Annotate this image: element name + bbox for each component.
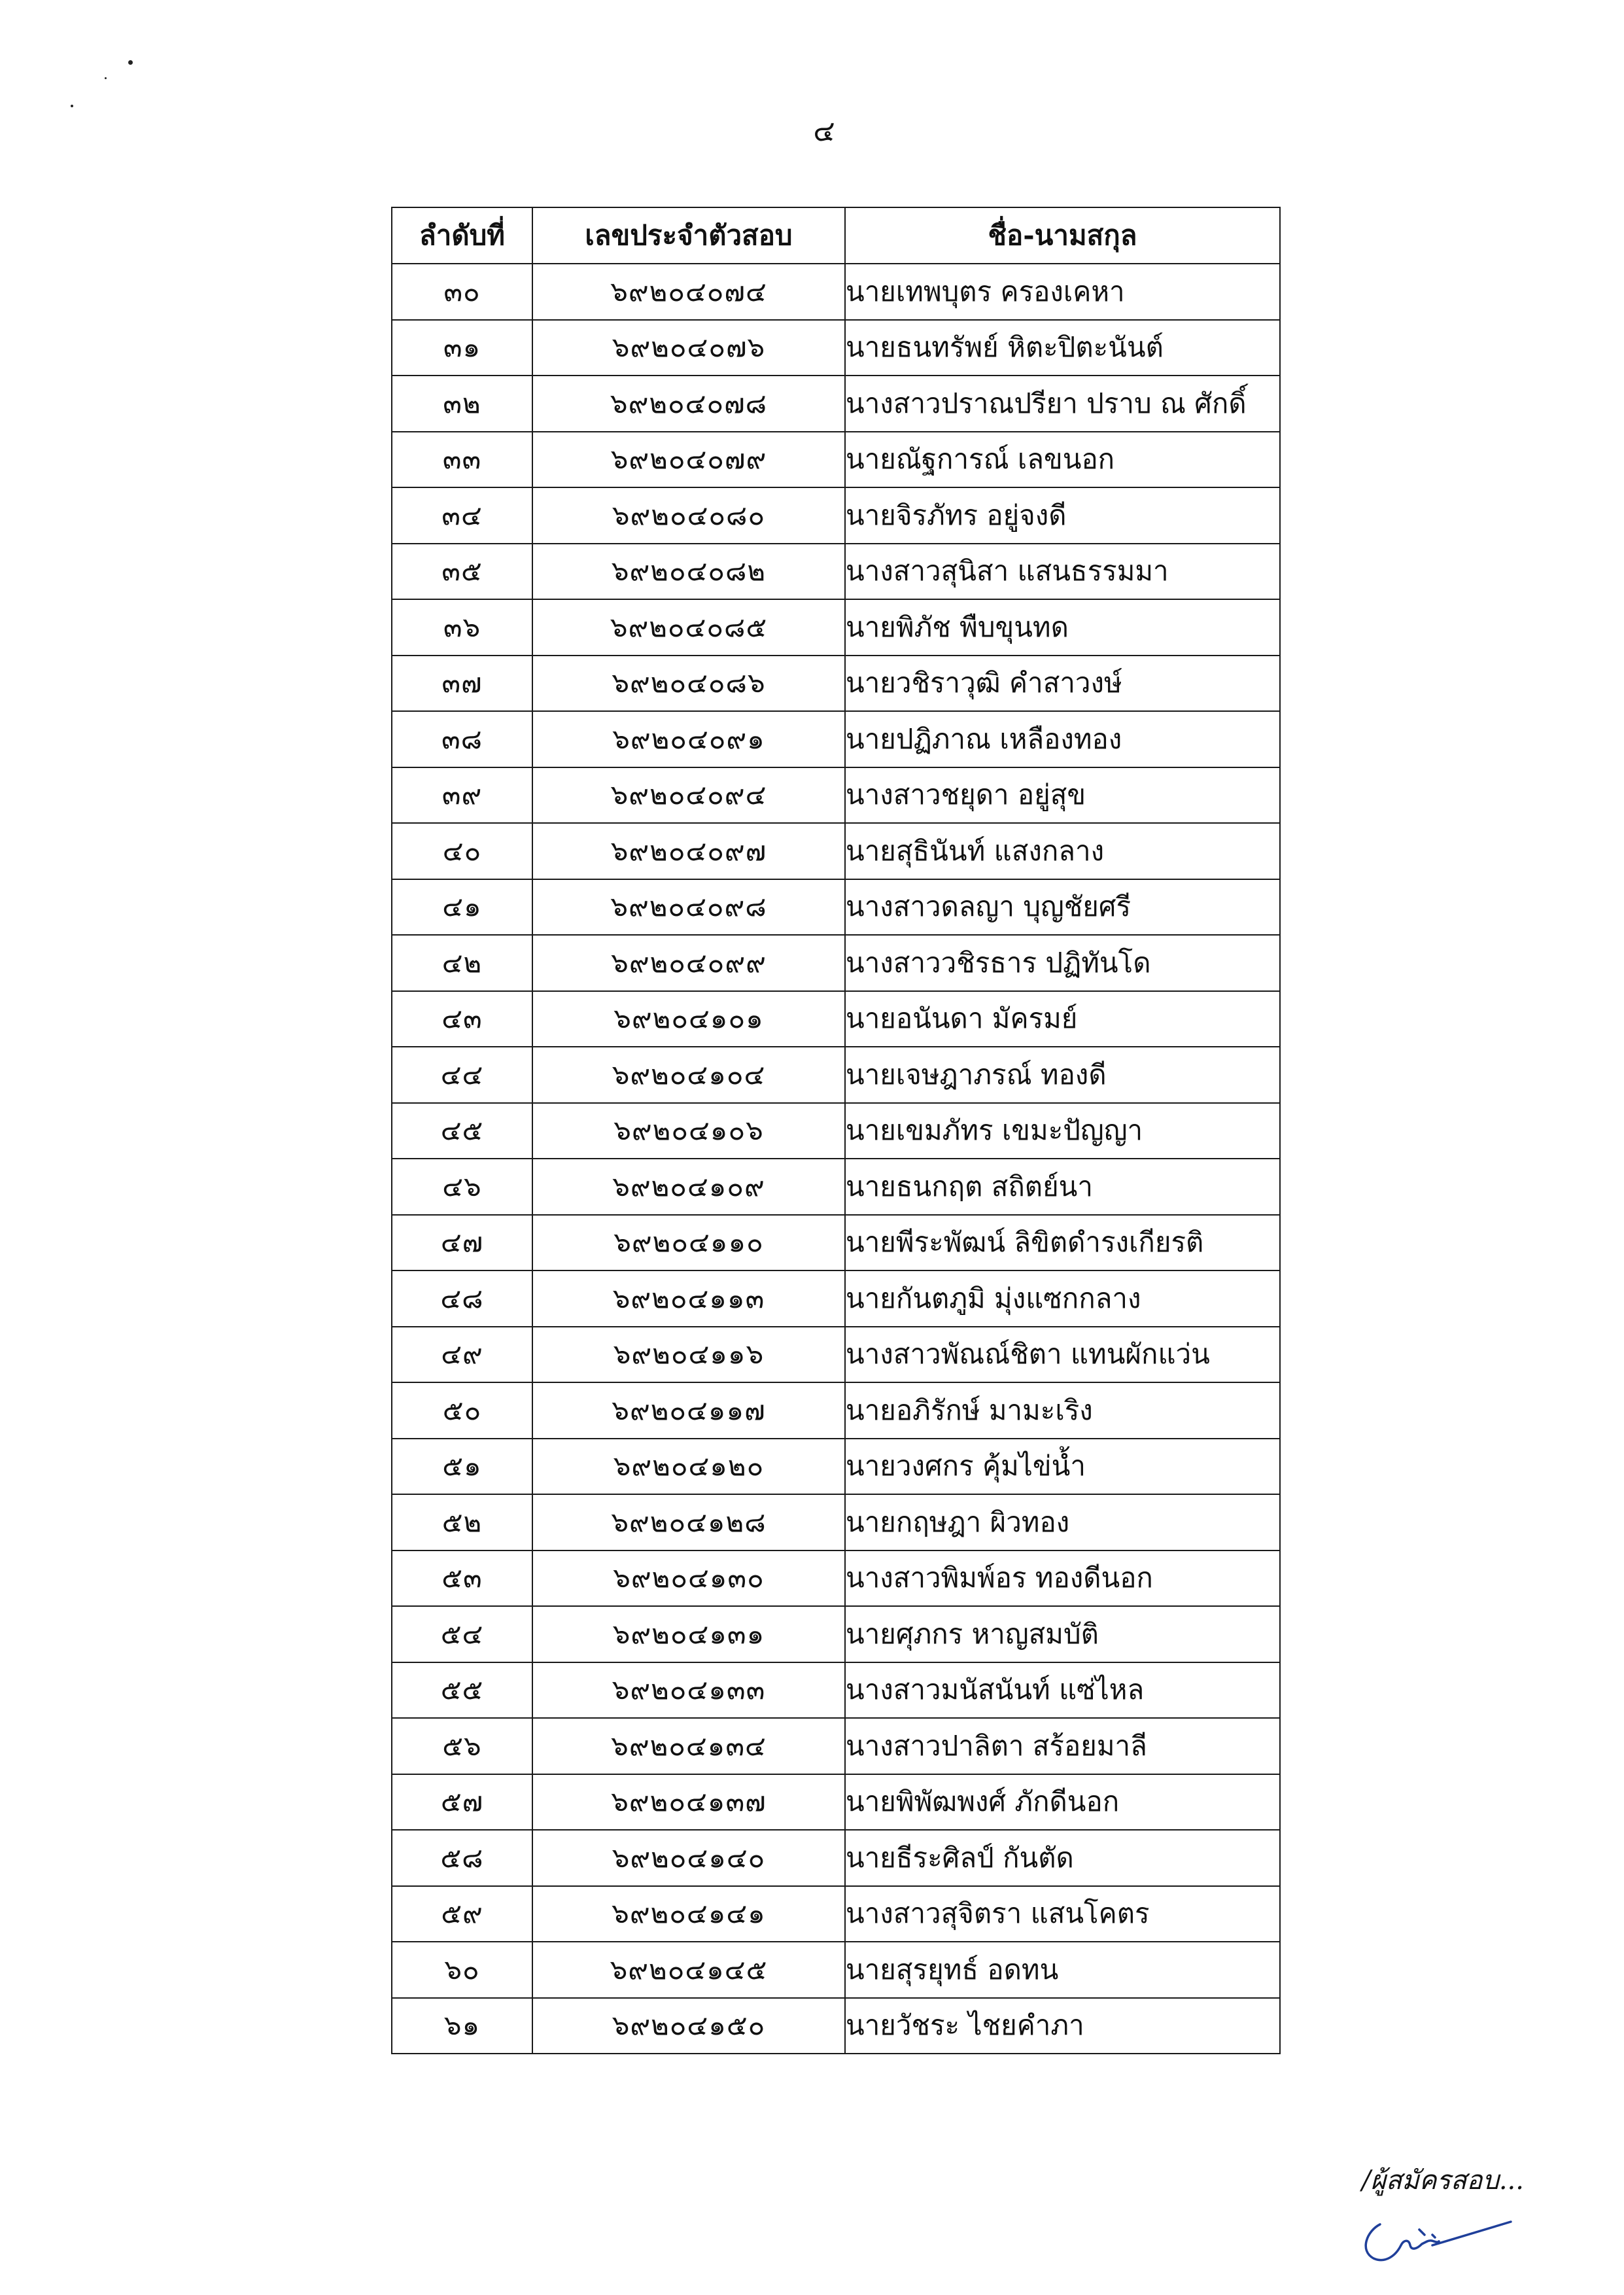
sequence-cell: ๕๘ xyxy=(392,1830,532,1886)
header-full-name: ชื่อ-นามสกุล xyxy=(845,207,1280,264)
exam-id-cell: ๖๙๒๐๔๐๘๒ xyxy=(532,544,845,600)
sequence-cell: ๔๘ xyxy=(392,1270,532,1327)
name-cell: นายธีระศิลป์ กันตัด xyxy=(845,1830,1280,1886)
name-cell: นายเจษฎาภรณ์ ทองดี xyxy=(845,1047,1280,1103)
name-cell: นายเขมภัทร เขมะปัญญา xyxy=(845,1103,1280,1159)
name-cell: นายพีระพัฒน์ ลิขิตดำรงเกียรติ xyxy=(845,1215,1280,1271)
exam-id-cell: ๖๙๒๐๔๐๘๕ xyxy=(532,599,845,656)
name-cell: นายธนกฤต สถิตย์นา xyxy=(845,1159,1280,1215)
table-row xyxy=(392,823,1280,879)
exam-id-cell: ๖๙๒๐๔๑๑๖ xyxy=(532,1327,845,1383)
name-cell: นายณัฐการณ์ เลขนอก xyxy=(845,432,1280,488)
name-cell: นางสาวพัณณ์ชิตา แทนผักแว่น xyxy=(845,1327,1280,1383)
table-row xyxy=(392,1942,1280,1998)
sequence-cell: ๓๓ xyxy=(392,432,532,488)
table-row xyxy=(392,544,1280,600)
name-cell: นายอนันดา มัครมย์ xyxy=(845,991,1280,1047)
table-row xyxy=(392,1047,1280,1103)
sequence-cell: ๕๓ xyxy=(392,1550,532,1607)
table-row xyxy=(392,1718,1280,1774)
exam-id-cell: ๖๙๒๐๔๐๗๔ xyxy=(532,264,845,320)
table-row xyxy=(392,1103,1280,1159)
exam-id-cell: ๖๙๒๐๔๑๑๐ xyxy=(532,1215,845,1271)
name-cell: นายเทพบุตร ครองเคหา xyxy=(845,264,1280,320)
sequence-cell: ๔๐ xyxy=(392,823,532,879)
continuation-note: /ผู้สมัครสอบ... xyxy=(1362,2165,1524,2196)
table-row xyxy=(392,1886,1280,1942)
table-row xyxy=(392,599,1280,656)
table-row xyxy=(392,1606,1280,1662)
exam-id-cell: ๖๙๒๐๔๐๙๗ xyxy=(532,823,845,879)
candidate-table xyxy=(391,207,1281,2054)
sequence-cell: ๓๕ xyxy=(392,544,532,600)
name-cell: นายพิภัช พืบขุนทด xyxy=(845,599,1280,656)
exam-id-cell: ๖๙๒๐๔๑๑๓ xyxy=(532,1270,845,1327)
header-exam-id: เลขประจำตัวสอบ xyxy=(532,207,845,264)
sequence-cell: ๕๕ xyxy=(392,1662,532,1719)
exam-id-cell: ๖๙๒๐๔๑๓๗ xyxy=(532,1774,845,1831)
table-row xyxy=(392,1830,1280,1886)
exam-id-cell: ๖๙๒๐๔๑๔๐ xyxy=(532,1830,845,1886)
table-row xyxy=(392,264,1280,320)
name-cell: นางสาวสุนิสา แสนธรรมมา xyxy=(845,544,1280,600)
exam-id-cell: ๖๙๒๐๔๐๗๙ xyxy=(532,432,845,488)
sequence-cell: ๓๑ xyxy=(392,320,532,376)
table-row xyxy=(392,376,1280,432)
table-row xyxy=(392,487,1280,544)
table-row xyxy=(392,320,1280,376)
exam-id-cell: ๖๙๒๐๔๑๐๑ xyxy=(532,991,845,1047)
sequence-cell: ๓๒ xyxy=(392,376,532,432)
exam-id-cell: ๖๙๒๐๔๐๗๖ xyxy=(532,320,845,376)
exam-id-cell: ๖๙๒๐๔๑๑๗ xyxy=(532,1382,845,1439)
name-cell: นายปฏิภาณ เหลืองทอง xyxy=(845,711,1280,767)
table-row xyxy=(392,1550,1280,1607)
sequence-cell: ๓๖ xyxy=(392,599,532,656)
exam-id-cell: ๖๙๒๐๔๑๒๐ xyxy=(532,1439,845,1495)
sequence-cell: ๔๕ xyxy=(392,1103,532,1159)
table-row xyxy=(392,767,1280,824)
exam-id-cell: ๖๙๒๐๔๐๙๙ xyxy=(532,935,845,991)
name-cell: นายพิพัฒพงศ์ ภักดีนอก xyxy=(845,1774,1280,1831)
sequence-cell: ๓๘ xyxy=(392,711,532,767)
exam-id-cell: ๖๙๒๐๔๐๗๘ xyxy=(532,376,845,432)
table-row xyxy=(392,1494,1280,1550)
sequence-cell: ๓๐ xyxy=(392,264,532,320)
table-row xyxy=(392,711,1280,767)
name-cell: นางสาววชิรธาร ปฏิทันโด xyxy=(845,935,1280,991)
exam-id-cell: ๖๙๒๐๔๑๓๓ xyxy=(532,1662,845,1719)
table-row xyxy=(392,935,1280,991)
table-row xyxy=(392,991,1280,1047)
signature xyxy=(1354,2198,1517,2270)
name-cell: นายกฤษฎา ผิวทอง xyxy=(845,1494,1280,1550)
exam-id-cell: ๖๙๒๐๔๑๔๑ xyxy=(532,1886,845,1942)
name-cell: นางสาวสุจิตรา แสนโคตร xyxy=(845,1886,1280,1942)
table-header-row xyxy=(392,207,1280,264)
exam-id-cell: ๖๙๒๐๔๑๐๔ xyxy=(532,1047,845,1103)
sequence-cell: ๕๔ xyxy=(392,1606,532,1662)
table-row xyxy=(392,1270,1280,1327)
name-cell: นายศุภกร หาญสมบัติ xyxy=(845,1606,1280,1662)
name-cell: นางสาวปาลิตา สร้อยมาลี xyxy=(845,1718,1280,1774)
exam-id-cell: ๖๙๒๐๔๑๓๑ xyxy=(532,1606,845,1662)
table-row xyxy=(392,879,1280,936)
name-cell: นายสุธินันท์ แสงกลาง xyxy=(845,823,1280,879)
sequence-cell: ๓๗ xyxy=(392,656,532,712)
name-cell: นายจิรภัทร อยู่จงดี xyxy=(845,487,1280,544)
exam-id-cell: ๖๙๒๐๔๐๘๖ xyxy=(532,656,845,712)
table-row xyxy=(392,1382,1280,1439)
table-row xyxy=(392,432,1280,488)
sequence-cell: ๖๑ xyxy=(392,1998,532,2054)
sequence-cell: ๔๖ xyxy=(392,1159,532,1215)
sequence-cell: ๕๑ xyxy=(392,1439,532,1495)
sequence-cell: ๔๒ xyxy=(392,935,532,991)
table-row xyxy=(392,1327,1280,1383)
name-cell: นายอภิรักษ์ มามะเริง xyxy=(845,1382,1280,1439)
name-cell: นายวงศกร คุ้มไข่น้ำ xyxy=(845,1439,1280,1495)
exam-id-cell: ๖๙๒๐๔๑๕๐ xyxy=(532,1998,845,2054)
sequence-cell: ๔๔ xyxy=(392,1047,532,1103)
exam-id-cell: ๖๙๒๐๔๐๘๐ xyxy=(532,487,845,544)
exam-id-cell: ๖๙๒๐๔๑๓๔ xyxy=(532,1718,845,1774)
page-number: ๔ xyxy=(813,114,835,148)
exam-id-cell: ๖๙๒๐๔๑๐๖ xyxy=(532,1103,845,1159)
sequence-cell: ๔๗ xyxy=(392,1215,532,1271)
exam-id-cell: ๖๙๒๐๔๐๙๑ xyxy=(532,711,845,767)
sequence-cell: ๕๙ xyxy=(392,1886,532,1942)
name-cell: นางสาวพิมพ์อร ทองดีนอก xyxy=(845,1550,1280,1607)
name-cell: นายวัชระ ไชยคำภา xyxy=(845,1998,1280,2054)
scan-speck xyxy=(105,77,107,79)
table-row xyxy=(392,1774,1280,1831)
name-cell: นายวชิราวุฒิ คำสาวงษ์ xyxy=(845,656,1280,712)
sequence-cell: ๕๖ xyxy=(392,1718,532,1774)
name-cell: นายกันตภูมิ มุ่งแซกกลาง xyxy=(845,1270,1280,1327)
name-cell: นางสาวมนัสนันท์ แซ่ไหล xyxy=(845,1662,1280,1719)
exam-id-cell: ๖๙๒๐๔๐๙๘ xyxy=(532,879,845,936)
name-cell: นายธนทรัพย์ หิตะปิตะนันต์ xyxy=(845,320,1280,376)
header-sequence: ลำดับที่ xyxy=(392,207,532,264)
sequence-cell: ๔๙ xyxy=(392,1327,532,1383)
name-cell: นายสุรยุทธ์ อดทน xyxy=(845,1942,1280,1998)
sequence-cell: ๖๐ xyxy=(392,1942,532,1998)
exam-id-cell: ๖๙๒๐๔๑๒๘ xyxy=(532,1494,845,1550)
exam-id-cell: ๖๙๒๐๔๑๔๕ xyxy=(532,1942,845,1998)
scan-speck xyxy=(71,105,73,107)
sequence-cell: ๕๒ xyxy=(392,1494,532,1550)
sequence-cell: ๕๐ xyxy=(392,1382,532,1439)
table-row xyxy=(392,656,1280,712)
sequence-cell: ๔๓ xyxy=(392,991,532,1047)
exam-id-cell: ๖๙๒๐๔๑๐๙ xyxy=(532,1159,845,1215)
table-row xyxy=(392,1215,1280,1271)
name-cell: นางสาวชยุดา อยู่สุข xyxy=(845,767,1280,824)
table-row xyxy=(392,1998,1280,2054)
scan-speck xyxy=(128,60,133,65)
table-row xyxy=(392,1439,1280,1495)
table-row xyxy=(392,1159,1280,1215)
exam-id-cell: ๖๙๒๐๔๑๓๐ xyxy=(532,1550,845,1607)
name-cell: นางสาวปราณปรียา ปราบ ณ ศักดิ์ xyxy=(845,376,1280,432)
table-row xyxy=(392,1662,1280,1719)
sequence-cell: ๕๗ xyxy=(392,1774,532,1831)
sequence-cell: ๓๔ xyxy=(392,487,532,544)
name-cell: นางสาวดลญา บุญชัยศรี xyxy=(845,879,1280,936)
sequence-cell: ๓๙ xyxy=(392,767,532,824)
sequence-cell: ๔๑ xyxy=(392,879,532,936)
exam-id-cell: ๖๙๒๐๔๐๙๔ xyxy=(532,767,845,824)
